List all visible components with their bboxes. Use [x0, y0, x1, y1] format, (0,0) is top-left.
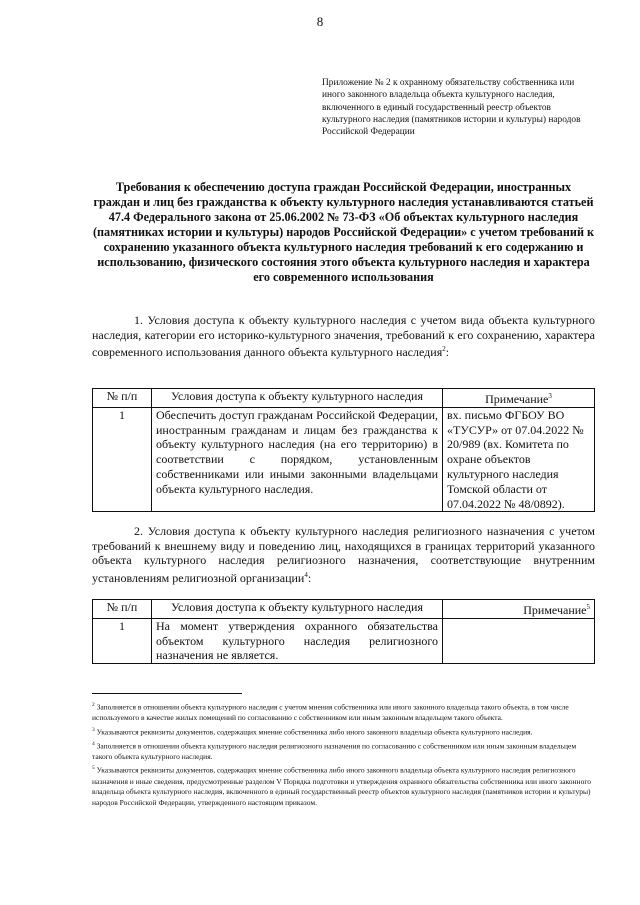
footnote-ref: 4: [304, 570, 308, 579]
table-row: [93, 618, 595, 663]
table-row: [93, 407, 595, 512]
footnote-number: 2: [92, 702, 95, 708]
row-condition: На момент утверждения охранного обязательства объектом культурного наследия религиозного назначения не является.: [152, 618, 443, 663]
section-1-end: :: [445, 345, 450, 360]
row-number: 1: [93, 407, 152, 512]
footnote-text: Указываются реквизиты документов, содержащих мнение собственника либо иного законного владельца объекта культурного наследия.: [96, 727, 533, 737]
footnote-ref: 5: [586, 603, 590, 611]
appendix-note: Приложение № 2 к охранному обязательству собственника или иного законного владельца объекта культурного наследия, включенного в единый государственный реестр объектов культурного наследия (памятников истории и культуры) народов Российской Федерации: [322, 78, 581, 138]
row-number: 1: [93, 618, 152, 663]
footnote-text: Заполняется в отношении объекта культурного наследия религиозного назначения по согласованию с собственником или иным законным владельцем такого объекта культурного наследия.: [92, 741, 577, 761]
col-header-conditions: Условия доступа к объекту культурного наследия: [152, 389, 443, 408]
religious-access-table: [92, 599, 595, 664]
section-1-body: 1. Условия доступа к объекту культурного наследия с учетом вида объекта культурного наследия, категории его историко-культурного значения, требований к его сохранению, характера современного использования данного объекта культурного наследия: [92, 313, 595, 360]
document-title: Требования к обеспечению доступа граждан Российской Федерации, иностранных граждан и лиц без гражданства к объекту культурного наследия устанавливаются статьей 47.4 Федерального закона от 25.06.2002 № 73-ФЗ «Об объектах культурного наследия (памятниках истории и культуры) народов Российской Федерации» с учетом требований к сохранению указанного объекта культурного наследия требований к его содержанию и использованию, физического состояния этого объекта культурного наследия и характера его современного использования: [92, 180, 595, 284]
col-header-conditions: Условия доступа к объекту культурного наследия: [152, 600, 443, 619]
section-2-end: :: [307, 570, 312, 585]
section-1-text: [92, 313, 595, 360]
footnote-4: [92, 739, 595, 763]
footnotes: [92, 700, 595, 809]
footnote-number: 5: [92, 765, 95, 772]
footnote-ref: 2: [442, 345, 446, 354]
page-number: 8: [316, 14, 324, 29]
footnote-5: [92, 763, 595, 808]
col-header-note-label: Примечание: [485, 392, 549, 406]
access-conditions-table: [92, 388, 595, 512]
footnote-number: 3: [92, 726, 95, 733]
footnote-3: [92, 725, 595, 738]
footnote-divider: [92, 693, 242, 694]
col-header-note: [443, 389, 595, 408]
row-note: вх. письмо ФГБОУ ВО «ТУСУР» от 07.04.2022 № 20/989 (вх. Комитета по охране объектов культурного наследия Томской области от 07.04.2022 № 48/0892).: [443, 407, 595, 512]
col-header-note: [443, 600, 595, 619]
footnote-number: 4: [92, 740, 95, 747]
table-header-row: [93, 389, 595, 408]
footnote-ref: 3: [548, 392, 552, 400]
footnote-text: Указываются реквизиты документов, содержащих мнение собственника либо иного законного владельца объекта культурного наследия религиозного назначения и иные сведения, предусмотренные разделом V Порядка подготовки и утверждения охранного обязательства собственника или иного законного владельца объекта культурного наследия, включенного в единый государственный реестр объектов культурного наследия (памятников истории и культуры) народов Российской Федерации, утвержденного настоящим приказом.: [92, 765, 591, 807]
section-2-text: [92, 524, 595, 585]
footnote-2: [92, 700, 595, 724]
col-header-number: № п/п: [93, 600, 152, 619]
table-header-row: [93, 600, 595, 619]
row-note: [443, 618, 595, 663]
col-header-number: № п/п: [93, 389, 152, 408]
col-header-note-label: Примечание: [523, 603, 587, 617]
section-2-body: 2. Условия доступа к объекту культурного наследия религиозного назначения с учетом требований к внешнему виду и поведению лиц, находящихся в границах территорий указанного объекта культурного наследия религиозного назначения, соответствующие внутренним установлениям религиозной организации: [92, 524, 595, 585]
footnote-text: Заполняется в отношении объекта культурного наследия с учетом мнения собственника или иного законного владельца такого объекта, в том числе используемого в качестве жилых помещений по согласованию с собственником или иным законным владельцем такого объекта.: [92, 702, 569, 723]
row-condition: Обеспечить доступ гражданам Российской Федерации, иностранным гражданам и лицам без гражданства к объекту культурного наследия (на его территорию) в соответствии с порядком, установленным собственниками или иными законными владельцами объекта культурного наследия.: [152, 407, 443, 512]
